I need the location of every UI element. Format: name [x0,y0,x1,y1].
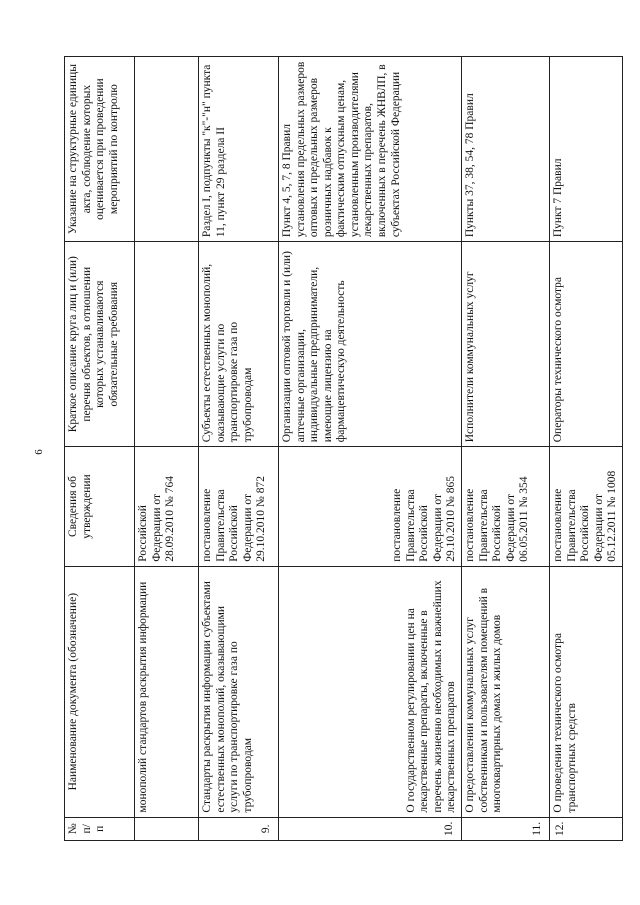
table-row [199,57,279,841]
row-name: О государственном регулировании цен на лекарственные препараты, включенные в перечень жизненно необходимых и важнейших лекарственных препаратов [279,566,462,817]
row-structural-units: Раздел I, подпункты "к"-"н" пункта 11, пункт 29 раздела II [199,57,279,242]
header-subjects: Краткое описание круга лиц и (или) перечня объектов, в отношении которых устанавливаются обязательные требования [65,242,135,447]
row-approval: постановление Правительства Российской Федерации от 29.10.2010 № 872 [199,447,279,567]
row-structural-units: Пункты 37, 38, 54, 78 Правил [462,57,550,242]
row-subjects [135,242,199,447]
header-num: № п/п [65,817,135,840]
row-structural-units: Пункт 7 Правил [550,57,623,242]
header-structural-units: Указание на структурные единицы акта, соблюдение которых оценивается при проведении мероприятий по контролю [65,57,135,242]
row-name: О проведении технического осмотра транспортных средств [550,566,623,817]
requirements-table [64,56,623,841]
row-structural-units [135,57,199,242]
row-num: 10. [279,817,462,840]
row-num: 12. [550,817,623,840]
table-row [135,57,199,841]
row-num: 9. [199,817,279,840]
table-row [550,57,623,841]
table-row [462,57,550,841]
row-name: Стандарты раскрытия информации субъектами естественных монополий, оказывающими услуги по транспортировке газа по трубопроводам [199,566,279,817]
row-subjects: Операторы технического осмотра [550,242,623,447]
page-number: 6 [32,449,45,455]
header-name: Наименование документа (обозначение) [65,566,135,817]
row-approval: постановление Правительства Российской Федерации от 05.12.2011 № 1008 [550,447,623,567]
row-approval: постановление Правительства Российской Федерации от 29.10.2010 № 865 [279,447,462,567]
row-subjects: Субъекты естественных монополий, оказывающие услуги по транспортировке газа по трубопроводам [199,242,279,447]
row-structural-units: Пункт 4, 5, 7, 8 Правил установления предельных размеров оптовых и предельных размеров розничных надбавок к фактическим отпускным ценам, установленным производителями лекарственных препаратов, включенных в перечень ЖНВЛП, в субъектах Российской Федерации [279,57,462,242]
row-name: монополий стандартов раскрытия информации [135,566,199,817]
table-row [279,57,462,841]
row-approval: постановление Правительства Российской Федерации от 06.05.2011 № 354 [462,447,550,567]
row-subjects: Исполнители коммунальных услуг [462,242,550,447]
row-subjects: Организации оптовой торговли и (или) аптечные организации, индивидуальные предприниматели, имеющие лицензию на фармацевтическую деятельность [279,242,462,447]
table-header-row [65,57,135,841]
rotated-page-content [64,56,619,841]
row-name: О предоставлении коммунальных услуг собственникам и пользователям помещений в многоквартирных домах и жилых домов [462,566,550,817]
row-num [135,817,199,840]
row-num: 11. [462,817,550,840]
header-approval: Сведения об утверждении [65,447,135,567]
row-approval: Российской Федерации от 28.09.2010 № 764 [135,447,199,567]
